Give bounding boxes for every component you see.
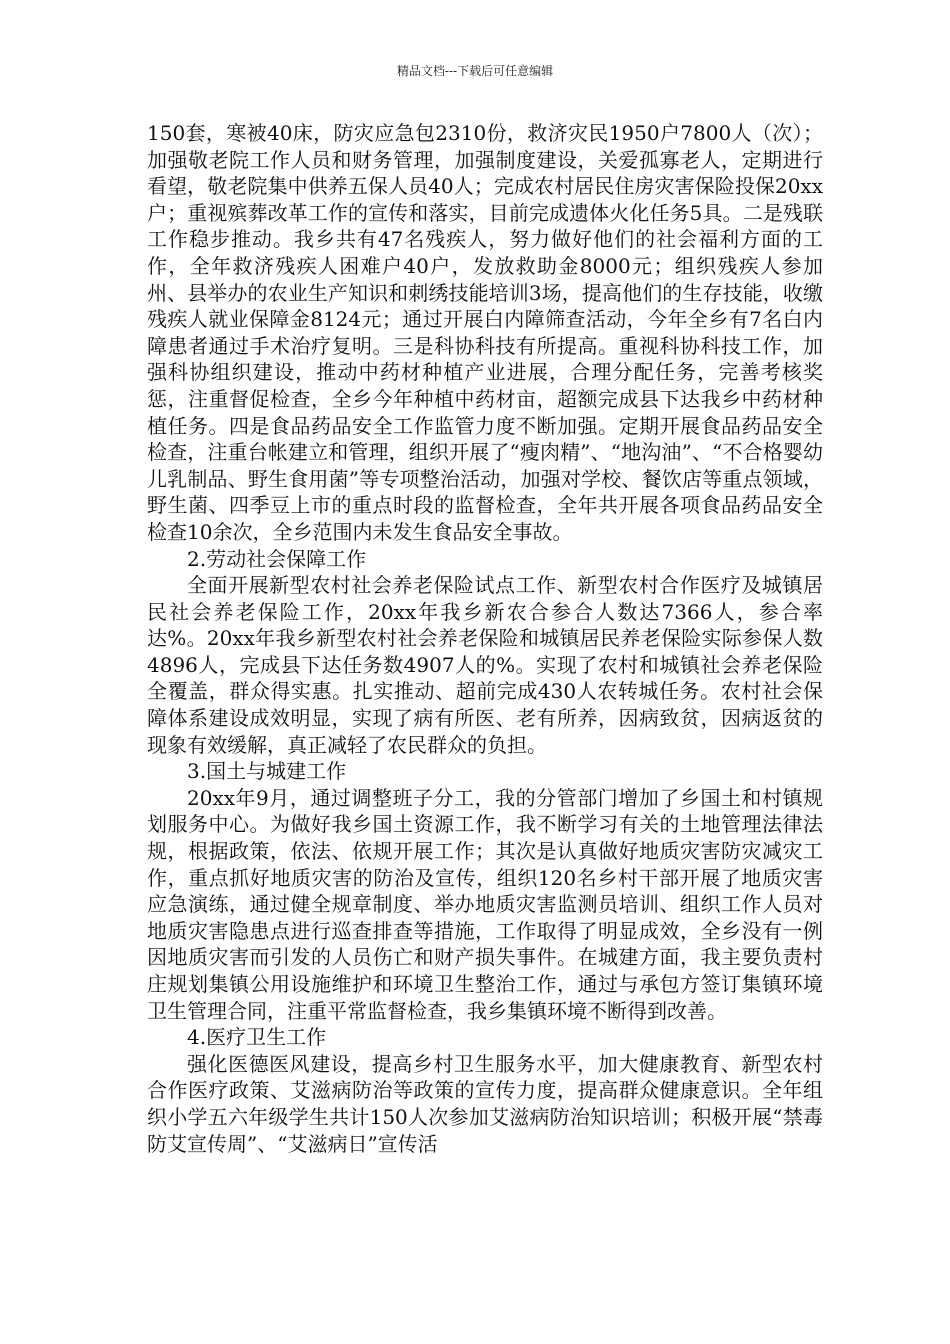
document-body: [147, 120, 823, 1157]
section-heading-health: 4.医疗卫生工作: [187, 1025, 327, 1050]
section-heading-labor: 2.劳动社会保障工作: [187, 546, 367, 571]
section-heading-land: 3.国土与城建工作: [187, 759, 347, 784]
paragraph-continued: 150套，寒被40床，防灾应急包2310份，救济灾民1950户7800人（次）；加强敬老院工作人员和财务管理，加强制度建设，关爱孤寡老人，定期进行看望，敬老院集中供养五保人员40人；完成农村居民住房灾害保险投保20xx户；重视殡葬改革工作的宣传和落实，目前完成遗体火化任务5具。二是残联工作稳步推动。我乡共有47名残疾人，努力做好他们的社会福利方面的工作，全年救济残疾人困难户40户，发放救助金8000元；组织残疾人参加州、县举办的农业生产知识和刺绣技能培训3场，提高他们的生存技能，收缴残疾人就业保障金8124元；通过开展白内障筛查活动，今年全乡有7名白内障患者通过手术治疗复明。三是科协科技有所提高。重视科协科技工作，加强科协组织建设，推动中药材种植产业进展，合理分配任务，完善考核奖惩，注重督促检查，全乡今年种植中药材亩，超额完成县下达我乡中药材种植任务。四是食品药品安全工作监管力度不断加强。定期开展食品药品安全检查，注重台帐建立和管理，组织开展了“瘦肉精”、“地沟油”、“不合格婴幼儿乳制品、野生食用菌”等专项整治活动，加强对学校、餐饮店等重点领域，野生菌、四季豆上市的重点时段的监督检查，全年共开展各项食品药品安全检查10余次，全乡范围内未发生食品安全事故。: [147, 121, 823, 544]
paragraph-land: 20xx年9月，通过调整班子分工，我的分管部门增加了乡国土和村镇规划服务中心。为做好我乡国土资源工作，我不断学习有关的土地管理法律法规，根据政策，依法、依规开展工作；其次是认真做好地质灾害防灾减灾工作，重点抓好地质灾害的防治及宣传，组织120名乡村干部开展了地质灾害应急演练，通过健全规章制度、举办地质灾害监测员培训、组织工作人员对地质灾害隐患点进行巡查排查等措施，工作取得了明显成效，全乡没有一例因地质灾害而引发的人员伤亡和财产损失事件。在城建方面，我主要负责村庄规划集镇公用设施维护和环境卫生整治工作，通过与承包方签订集镇环境卫生管理合同，注重平常监督检查，我乡集镇环境不断得到改善。: [147, 785, 823, 1023]
page-header: 精品文档---下载后可任意编辑: [396, 64, 554, 78]
paragraph-health: 强化医德医风建设，提高乡村卫生服务水平，加大健康教育、新型农村合作医疗政策、艾滋病防治等政策的宣传力度，提高群众健康意识。全年组织小学五六年级学生共计150人次参加艾滋病防治知识培训；积极开展“禁毒防艾宣传周”、“艾滋病日”宣传活: [147, 1051, 823, 1156]
paragraph-labor: 全面开展新型农村社会养老保险试点工作、新型农村合作医疗及城镇居民社会养老保险工作，20xx年我乡新农合参合人数达7366人，参合率达%。20xx年我乡新型农村社会养老保险和城镇居民养老保险实际参保人数4896人，完成县下达任务数4907人的%。实现了农村和城镇社会养老保险全覆盖，群众得实惠。扎实推动、超前完成430人农转城任务。农村社会保障体系建设成效明显，实现了病有所医、老有所养，因病致贫，因病返贫的现象有效缓解，真正减轻了农民群众的负担。: [147, 573, 823, 757]
